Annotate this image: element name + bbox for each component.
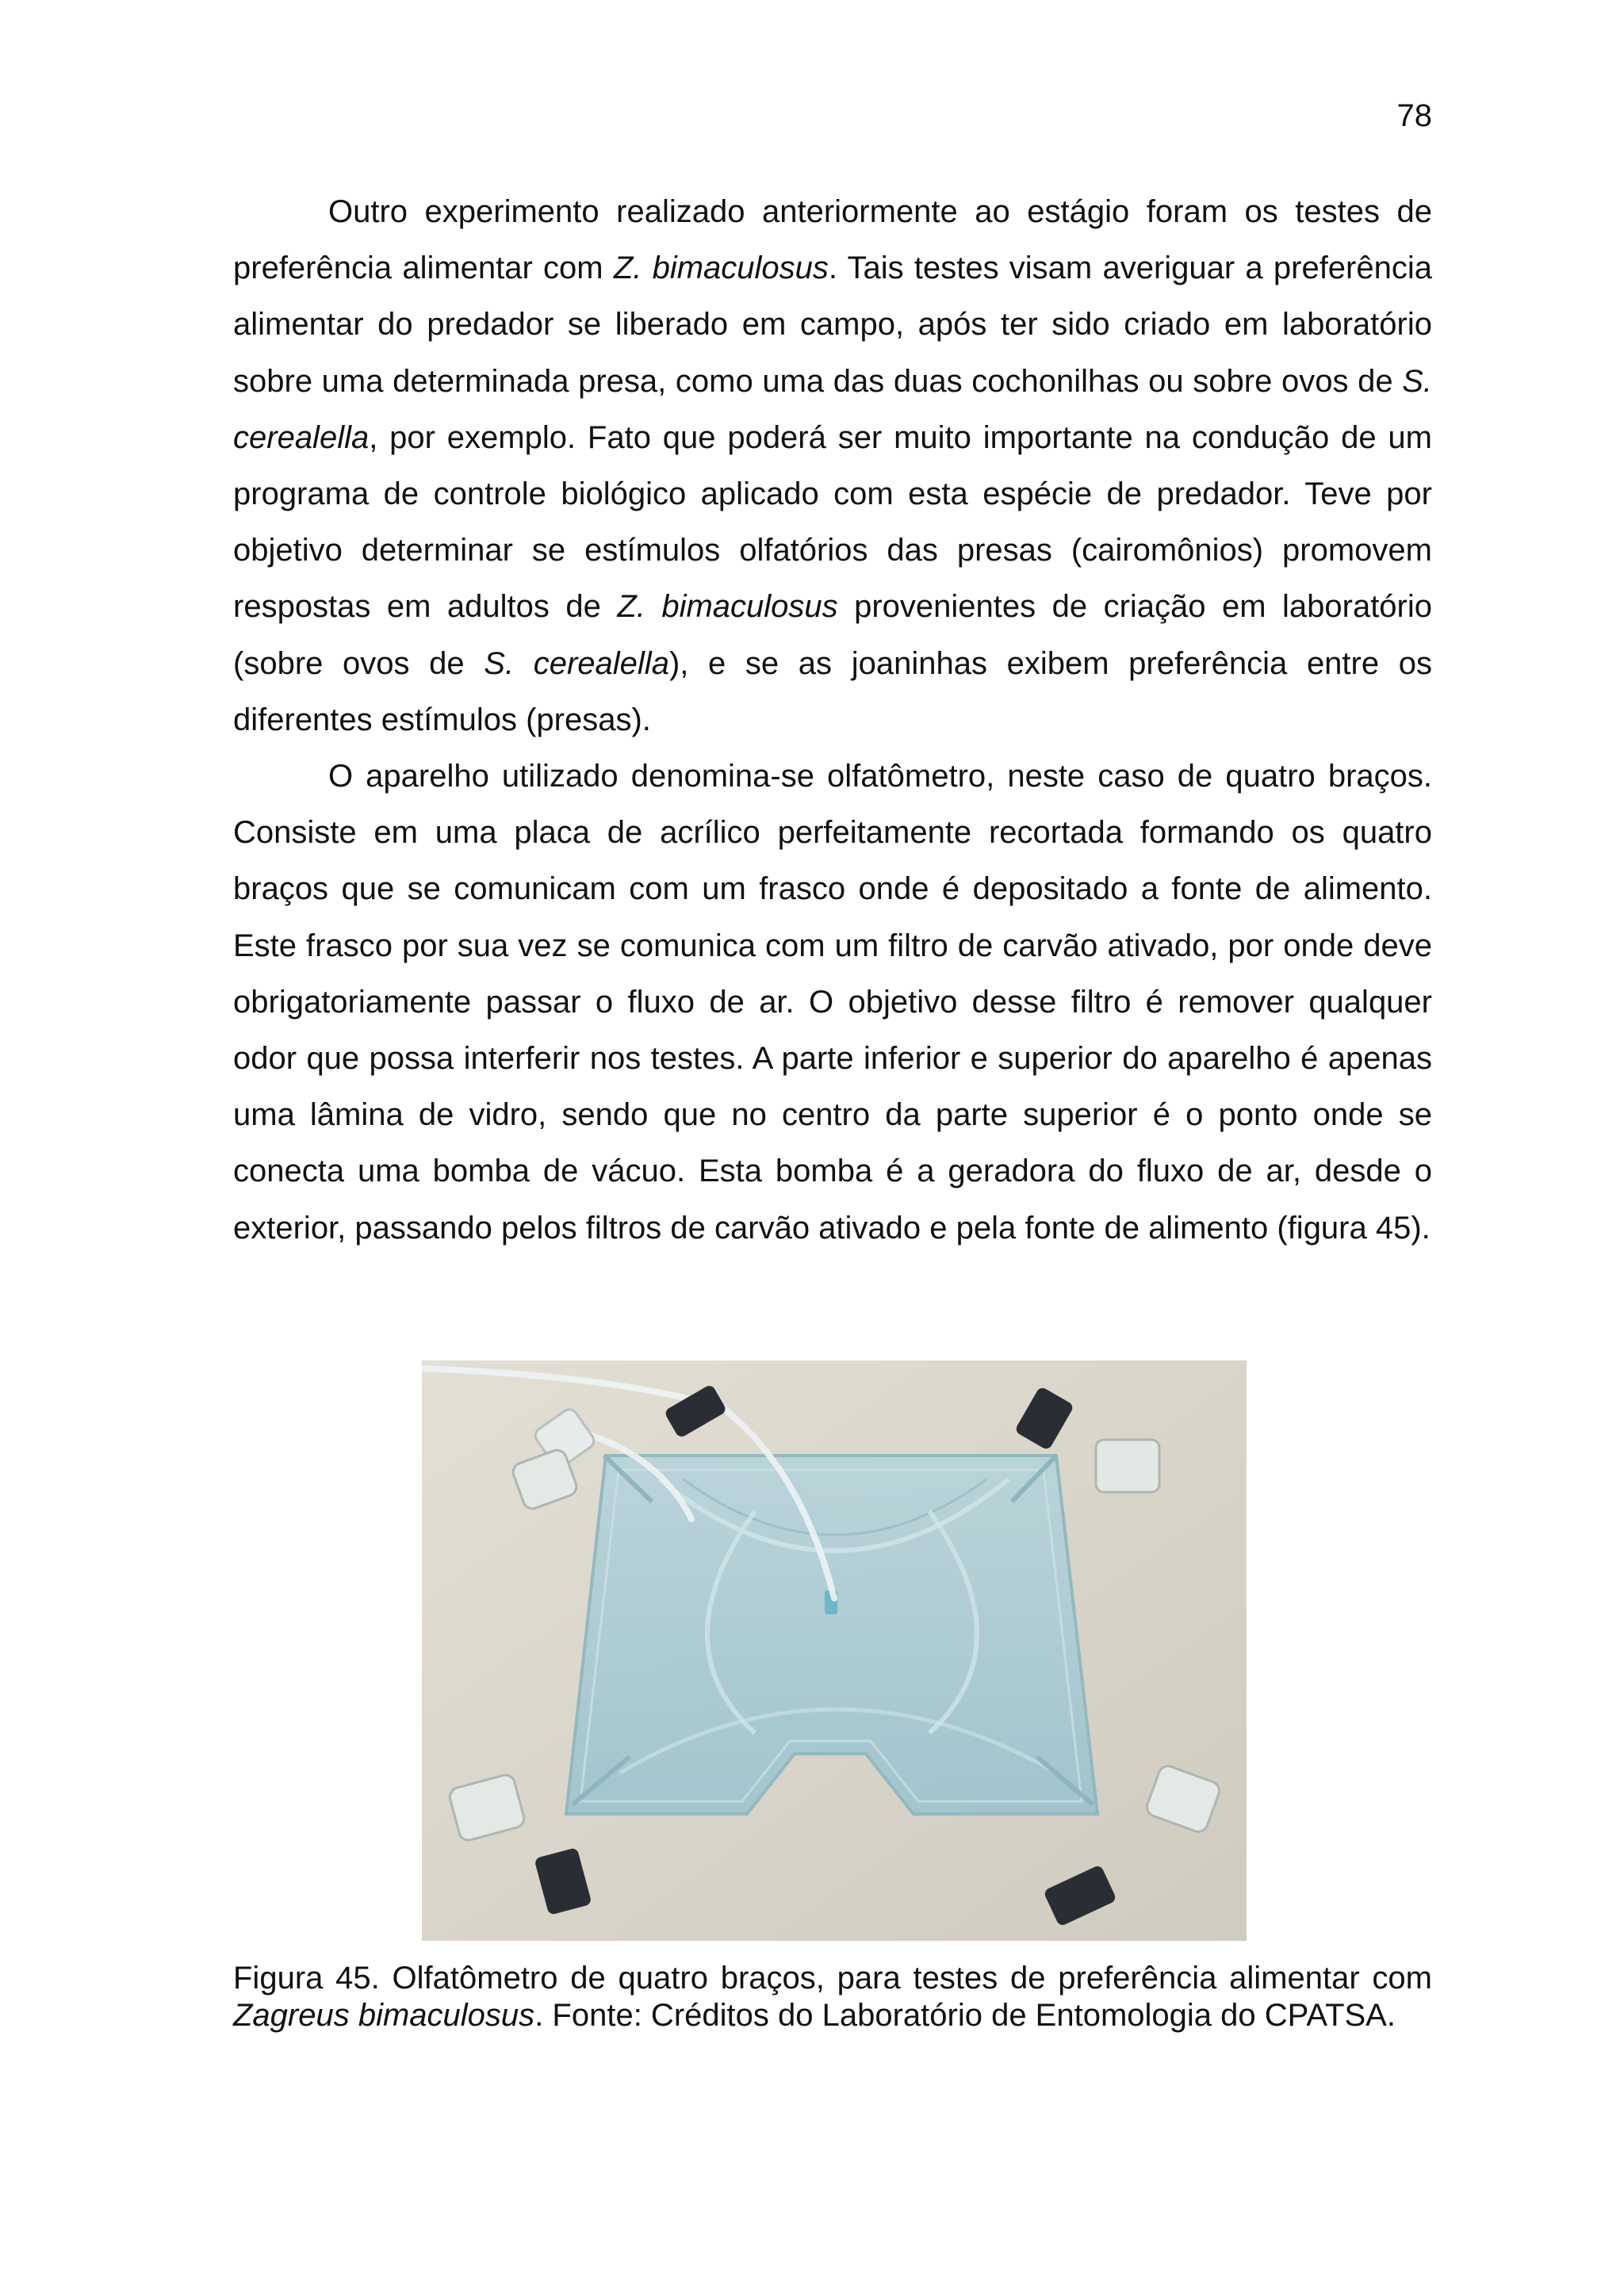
page-number: 78 xyxy=(1396,98,1432,133)
text-segment: Outro experimento realizado anteriormente ao estágio foram os testes de preferência alimentar com xyxy=(233,194,1432,286)
paragraph-1-text xyxy=(233,184,1432,748)
species-name: Zagreus bimaculosus xyxy=(233,1998,535,2033)
figure-caption-text xyxy=(233,1960,1432,2034)
text-segment: ), e se as joaninhas exibem preferência entre os diferentes estímulos (presas). xyxy=(233,645,1433,737)
olfactometer-photo xyxy=(422,1360,1247,1941)
species-name: S. cerealella xyxy=(484,645,669,681)
paragraph-2-text xyxy=(233,748,1432,1257)
text-segment: provenientes de criação em laboratório (sobre ovos de xyxy=(233,589,1433,681)
caption-segment: Figura 45. Olfatômetro de quatro braços, para testes de preferência alimentar com xyxy=(233,1961,1432,1996)
species-name: Z. bimaculosus xyxy=(617,589,838,625)
figure-caption xyxy=(233,1960,1432,2034)
caption-segment: . Fonte: Créditos do Laboratório de Entomologia do CPATSA. xyxy=(534,1998,1396,2033)
paragraph-1 xyxy=(233,184,1432,748)
text-segment: . Tais testes visam averiguar a preferência alimentar do predador se liberado em campo, após ter sido criado em laboratório sobre uma determinada presa, como uma das duas cochonilhas ou sobre ovos de xyxy=(233,251,1432,399)
paragraph-2 xyxy=(233,748,1432,1257)
text-segment: O aparelho utilizado denomina-se olfatômetro, neste caso de quatro braços. Consiste em uma placa de acrílico perfeitamente recortada formando os quatro braços que se comunicam com um frasco onde é depositado a fonte de alimento. Este frasco por sua vez se comunica com um filtro de carvão ativado, por onde deve obrigatoriamente passar o fluxo de ar. O objetivo desse filtro é remover qualquer odor que possa interferir nos testes. A parte inferior e superior do aparelho é apenas uma lâmina de vidro, sendo que no centro da parte superior é o ponto onde se conecta uma bomba de vácuo. Esta bomba é a geradora do fluxo de ar, desde o exterior, passando pelos filtros de carvão ativado e pela fonte de alimento (figura 45). xyxy=(233,759,1432,1246)
olfactometer-illustration xyxy=(422,1360,1247,1941)
species-name: S. cerealella xyxy=(233,363,1432,455)
text-segment: , por exemplo. Fato que poderá ser muito importante na condução de um programa de controle biológico aplicado com esta espécie de predador. Teve por objetivo determinar se estímulos olfatórios das presas (cairomônios) promovem respostas em adultos de xyxy=(233,419,1432,625)
species-name: Z. bimaculosus xyxy=(613,251,829,286)
